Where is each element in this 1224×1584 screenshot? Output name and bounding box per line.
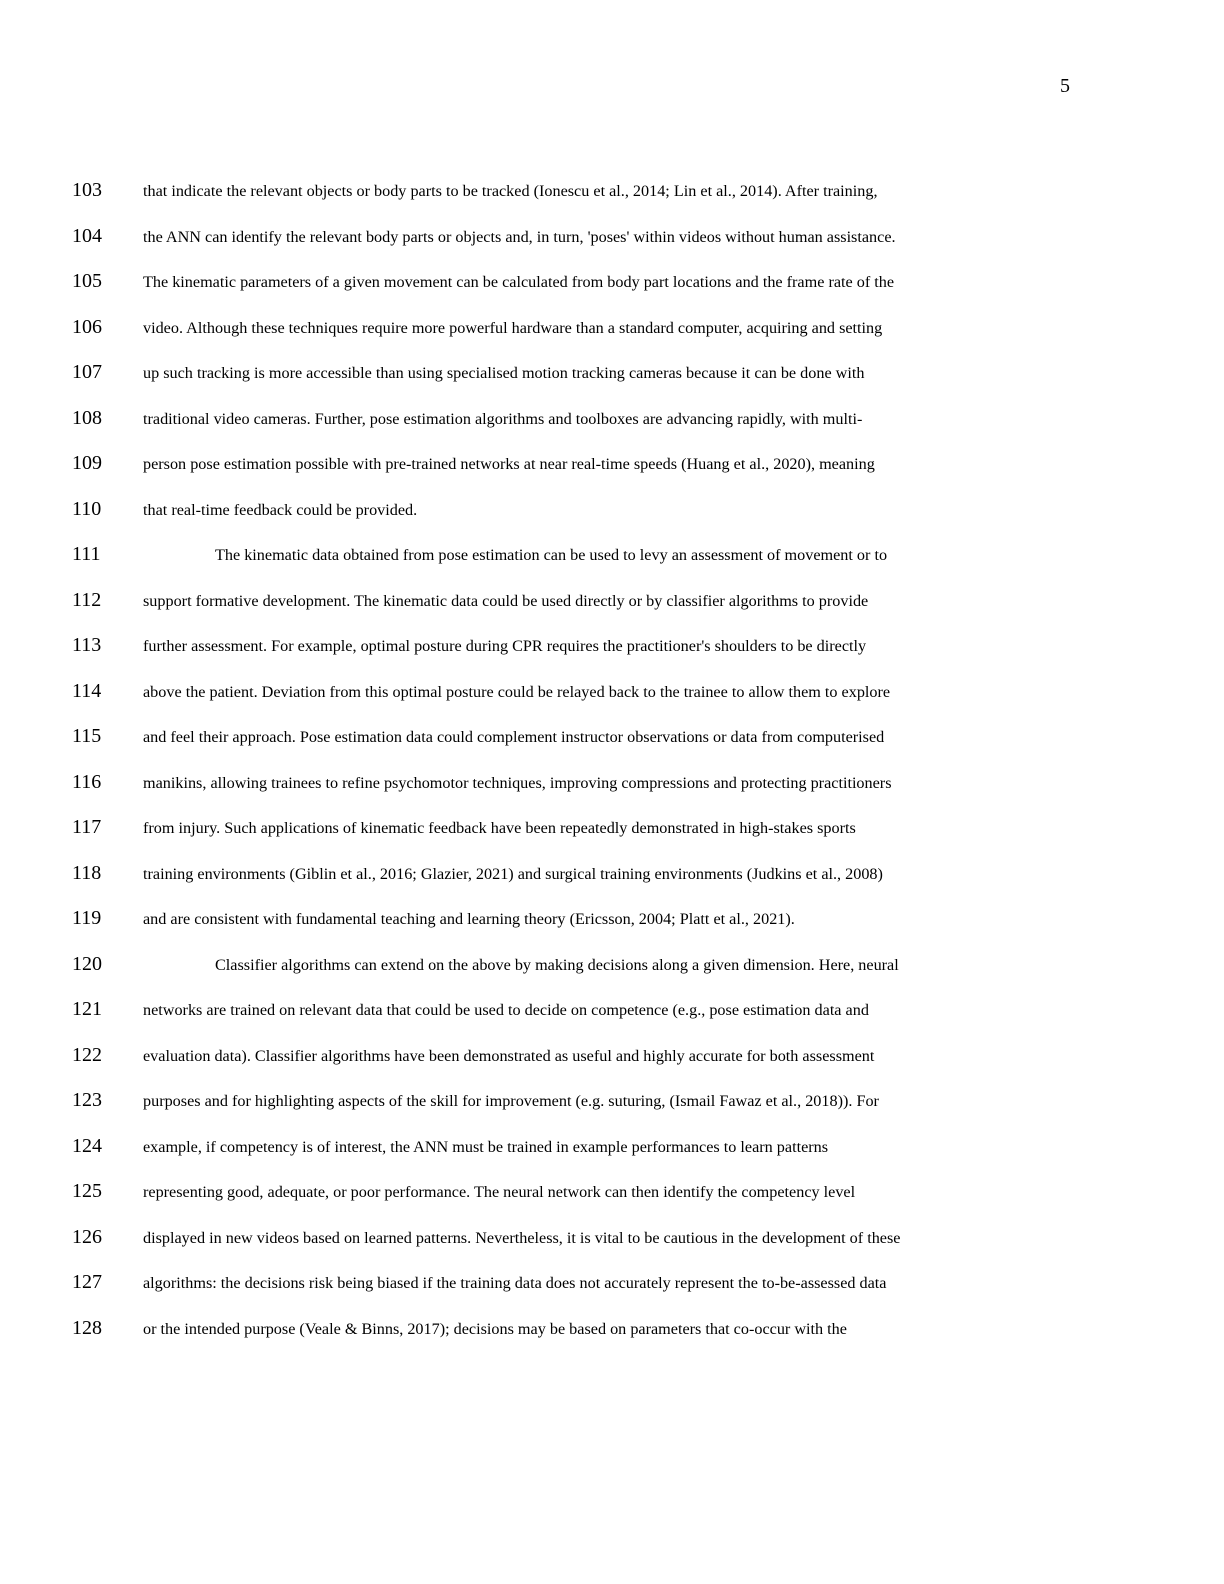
text-line xyxy=(0,312,1224,358)
line-text: example, if competency is of interest, the ANN must be trained in example performances to learn patterns xyxy=(143,1137,829,1156)
line-number: 121 xyxy=(72,998,102,1020)
line-number: 117 xyxy=(72,816,102,838)
line-text: and are consistent with fundamental teaching and learning theory (Ericsson, 2004; Platt et al., 2021). xyxy=(143,910,795,928)
paragraph-first-line: Classifier algorithms can extend on the above by making decisions along a given dimension. Here, neural xyxy=(215,955,899,974)
line-text: support formative development. The kinematic data could be used directly or by classifier algorithms to provide xyxy=(143,591,869,610)
line-number: 124 xyxy=(72,1134,102,1157)
text-line xyxy=(0,1222,1224,1268)
line-number: 108 xyxy=(72,406,102,429)
text-line xyxy=(0,1176,1224,1222)
line-text: up such tracking is more accessible than using specialised motion tracking cameras because it can be done with xyxy=(143,364,865,382)
line-text: further assessment. For example, optimal posture during CPR requires the practitioner's shoulders to be directly xyxy=(143,637,867,655)
line-number: 103 xyxy=(72,179,102,201)
line-text: and feel their approach. Pose estimation data could complement instructor observations or data from computerised xyxy=(143,728,885,746)
line-number: 114 xyxy=(72,679,102,702)
line-number: 107 xyxy=(72,361,102,383)
line-text: from injury. Such applications of kinematic feedback have been repeatedly demonstrated in high-stakes sports xyxy=(143,819,856,837)
line-number: 123 xyxy=(72,1089,102,1111)
line-text: or the intended purpose (Veale & Binns, 2017); decisions may be based on parameters that co-occur with the xyxy=(143,1319,847,1338)
line-number: 118 xyxy=(72,861,102,884)
text-line xyxy=(0,539,1224,585)
text-line xyxy=(0,494,1224,540)
line-text: video. Although these techniques require more powerful hardware than a standard computer, acquiring and setting xyxy=(143,318,883,337)
text-line xyxy=(0,175,1224,221)
line-text: that indicate the relevant objects or body parts to be tracked (Ionescu et al., 2014; Lin et al., 2014). After training, xyxy=(143,182,878,200)
line-number: 115 xyxy=(72,725,102,747)
text-line xyxy=(0,1040,1224,1086)
text-line xyxy=(0,721,1224,767)
line-text: that real-time feedback could be provided. xyxy=(143,500,418,519)
text-line xyxy=(0,994,1224,1040)
text-line xyxy=(0,630,1224,676)
line-text: manikins, allowing trainees to refine psychomotor techniques, improving compressions and protecting practitioners xyxy=(143,773,892,792)
line-text: evaluation data). Classifier algorithms have been demonstrated as useful and highly accurate for both assessment xyxy=(143,1046,875,1065)
line-text: person pose estimation possible with pre-trained networks at near real-time speeds (Huang et al., 2020), meaning xyxy=(143,455,875,473)
text-line xyxy=(0,266,1224,312)
text-line xyxy=(0,858,1224,904)
line-text: representing good, adequate, or poor performance. The neural network can then identify the competency level xyxy=(143,1183,856,1201)
line-number: 106 xyxy=(72,315,102,338)
text-line xyxy=(0,1131,1224,1177)
line-number: 126 xyxy=(72,1225,102,1248)
line-number: 125 xyxy=(72,1180,102,1202)
text-line xyxy=(0,949,1224,995)
text-line xyxy=(0,903,1224,949)
text-line xyxy=(0,403,1224,449)
line-text: networks are trained on relevant data that could be used to decide on competence (e.g., pose estimation data and xyxy=(143,1001,869,1019)
page-number: 5 xyxy=(1060,75,1070,97)
line-text: algorithms: the decisions risk being biased if the training data does not accurately represent the to-be-assessed data xyxy=(143,1274,887,1292)
text-line xyxy=(0,1267,1224,1313)
line-text: training environments (Giblin et al., 2016; Glazier, 2021) and surgical training environments (Judkins et al., 2008) xyxy=(143,864,883,883)
line-text: traditional video cameras. Further, pose estimation algorithms and toolboxes are advancing rapidly, with multi- xyxy=(143,409,863,428)
paragraph-first-line: The kinematic data obtained from pose estimation can be used to levy an assessment of movement or to xyxy=(215,546,888,564)
line-number: 116 xyxy=(72,770,102,793)
text-line xyxy=(0,1313,1224,1359)
line-number: 109 xyxy=(72,452,102,474)
line-text: The kinematic parameters of a given movement can be calculated from body part locations and the frame rate of the xyxy=(143,273,895,291)
line-number: 110 xyxy=(72,497,102,520)
line-number: 112 xyxy=(72,588,102,611)
line-number: 105 xyxy=(72,270,102,292)
line-number: 128 xyxy=(72,1316,102,1339)
line-number: 111 xyxy=(72,543,101,565)
line-number: 127 xyxy=(72,1271,102,1293)
body-text xyxy=(0,175,1224,1358)
line-number: 122 xyxy=(72,1043,102,1066)
line-number: 119 xyxy=(72,907,102,929)
text-line xyxy=(0,767,1224,813)
line-text: purposes and for highlighting aspects of the skill for improvement (e.g. suturing, (Ismail Fawaz et al., 2018)). For xyxy=(143,1092,879,1110)
text-line xyxy=(0,812,1224,858)
text-line xyxy=(0,357,1224,403)
text-line xyxy=(0,448,1224,494)
line-number: 104 xyxy=(72,224,102,247)
text-line xyxy=(0,221,1224,267)
text-line xyxy=(0,1085,1224,1131)
text-line xyxy=(0,585,1224,631)
line-number: 120 xyxy=(72,952,102,975)
line-text: the ANN can identify the relevant body parts or objects and, in turn, 'poses' within videos without human assistance. xyxy=(143,227,896,246)
line-text: above the patient. Deviation from this optimal posture could be relayed back to the trainee to allow them to explore xyxy=(143,682,891,701)
line-number: 113 xyxy=(72,634,102,656)
line-text: displayed in new videos based on learned patterns. Nevertheless, it is vital to be cautious in the development of these xyxy=(143,1228,901,1247)
text-line xyxy=(0,676,1224,722)
